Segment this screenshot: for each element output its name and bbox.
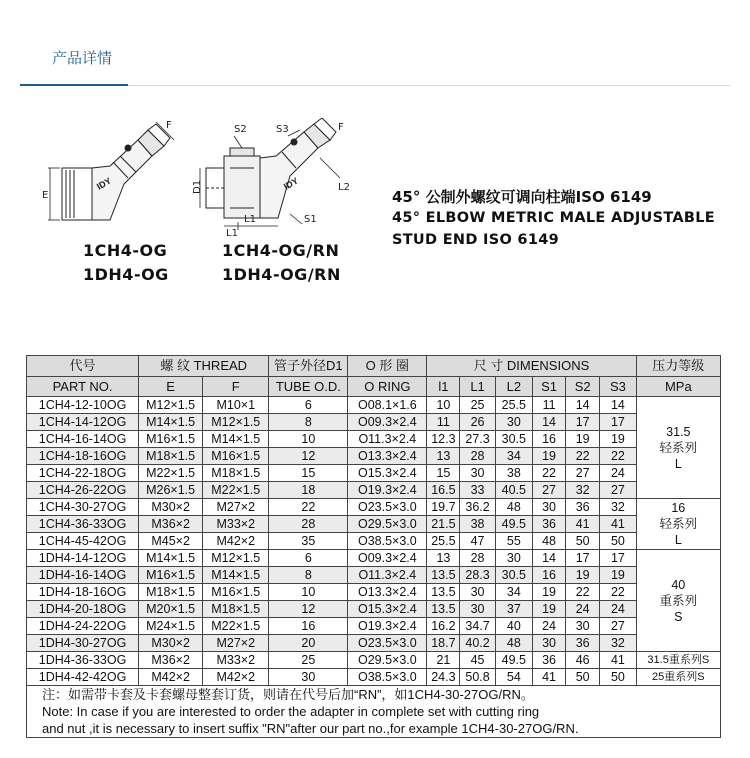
table-cell: 35 xyxy=(269,533,348,550)
part-number-cell: 1DH4-36-33OG xyxy=(27,652,139,669)
product-title-en-line2: STUD END ISO 6149 xyxy=(392,232,559,248)
header-s1: S1 xyxy=(533,377,566,397)
header-pressure-en: MPa xyxy=(636,377,720,397)
table-cell: 33 xyxy=(460,482,495,499)
table-cell: 38 xyxy=(495,465,532,482)
pressure-mpa: 40 xyxy=(671,577,686,592)
table-cell: 22 xyxy=(566,448,600,465)
table-cell: M26×1.5 xyxy=(139,482,203,499)
table-cell: O11.3×2.4 xyxy=(348,431,427,448)
table-cell: M22×1.5 xyxy=(203,482,269,499)
header-pressure-cn: 压力等级 xyxy=(636,356,720,377)
table-row xyxy=(27,397,721,414)
pressure-series: 轻系列 xyxy=(659,517,698,531)
table-cell: 41 xyxy=(566,516,600,533)
table-cell: O09.3×2.4 xyxy=(348,550,427,567)
order-note xyxy=(27,686,721,738)
table-cell: 48 xyxy=(495,499,532,516)
table-cell: 48 xyxy=(495,635,532,652)
table-cell: 50 xyxy=(600,669,636,686)
table-cell: M33×2 xyxy=(203,516,269,533)
product-title-en-line1: 45° ELBOW METRIC MALE ADJUSTABLE xyxy=(392,210,716,226)
table-cell: M16×1.5 xyxy=(203,584,269,601)
table-cell: 45 xyxy=(460,652,495,669)
table-cell: 17 xyxy=(566,550,600,567)
table-cell: 25.5 xyxy=(495,397,532,414)
table-cell: M22×1.5 xyxy=(203,618,269,635)
dim-label-l1-lower: L1 xyxy=(244,214,256,225)
brand-logo: IDY xyxy=(95,175,114,192)
table-cell: M20×1.5 xyxy=(139,601,203,618)
table-cell: 13.5 xyxy=(427,601,460,618)
table-cell: 36 xyxy=(533,652,566,669)
table-cell: 30 xyxy=(533,635,566,652)
table-cell: 30 xyxy=(460,584,495,601)
part-number-cell: 1CH4-14-12OG xyxy=(27,414,139,431)
table-cell: 40.5 xyxy=(495,482,532,499)
part-number-cell: 1DH4-14-12OG xyxy=(27,550,139,567)
table-cell: 27 xyxy=(600,618,636,635)
header-code-cn: 代号 xyxy=(27,356,139,377)
header-ring-cn: O 形 圈 xyxy=(348,356,427,377)
pressure-group-cell xyxy=(636,550,720,652)
table-cell: 30 xyxy=(566,618,600,635)
table-cell: 50.8 xyxy=(460,669,495,686)
table-header-row-1 xyxy=(27,356,721,377)
part-number-cell: 1CH4-30-27OG xyxy=(27,499,139,516)
table-cell: M14×1.5 xyxy=(139,550,203,567)
nut-body xyxy=(224,156,260,218)
table-row xyxy=(27,448,721,465)
table-cell: 28 xyxy=(269,516,348,533)
table-cell: 6 xyxy=(269,397,348,414)
spec-table xyxy=(26,355,721,738)
table-cell: 16 xyxy=(533,431,566,448)
table-cell: 34 xyxy=(495,448,532,465)
table-cell: M16×1.5 xyxy=(139,567,203,584)
table-cell: O19.3×2.4 xyxy=(348,618,427,635)
header-f: F xyxy=(203,377,269,397)
table-cell: 19 xyxy=(600,431,636,448)
table-cell: 17 xyxy=(600,550,636,567)
table-cell: 17 xyxy=(566,414,600,431)
table-cell: 27 xyxy=(533,482,566,499)
table-cell: O11.3×2.4 xyxy=(348,567,427,584)
table-row xyxy=(27,635,721,652)
table-cell: 14 xyxy=(533,414,566,431)
dim-label-s1: S1 xyxy=(304,214,317,225)
table-cell: 24 xyxy=(566,601,600,618)
table-cell: M16×1.5 xyxy=(203,448,269,465)
pressure-group-cell xyxy=(636,397,720,499)
table-cell: 17 xyxy=(600,414,636,431)
table-cell: 13 xyxy=(427,550,460,567)
table-cell: 12.3 xyxy=(427,431,460,448)
table-cell: M30×2 xyxy=(139,635,203,652)
part-label-1ch4-og: 1CH4-OG xyxy=(83,241,168,260)
pressure-mpa: 31.5 xyxy=(666,424,691,439)
table-cell: 40 xyxy=(495,618,532,635)
table-cell: 41 xyxy=(600,652,636,669)
table-cell: 24 xyxy=(533,618,566,635)
table-row xyxy=(27,414,721,431)
table-cell: 20 xyxy=(269,635,348,652)
part-number-cell: 1CH4-45-42OG xyxy=(27,533,139,550)
table-cell: O08.1×1.6 xyxy=(348,397,427,414)
table-cell: 19.7 xyxy=(427,499,460,516)
pressure-code: L xyxy=(674,533,682,547)
pressure-mpa: 16 xyxy=(671,501,686,515)
table-cell: 24 xyxy=(600,465,636,482)
table-cell: 19 xyxy=(566,567,600,584)
fitting-drawing-og xyxy=(40,118,180,238)
table-cell: 36.2 xyxy=(460,499,495,516)
table-cell: M42×2 xyxy=(203,669,269,686)
part-number-cell: 1DH4-30-27OG xyxy=(27,635,139,652)
table-cell: 11 xyxy=(533,397,566,414)
table-cell: 19 xyxy=(533,448,566,465)
header-code-en: PART NO. xyxy=(27,377,139,397)
table-cell: 22 xyxy=(566,584,600,601)
note-line: 注：如需带卡套及卡套螺母整套订货，则请在代号后加“RN”，如1CH4-30-27OG/RN。 xyxy=(42,687,534,702)
table-cell: 30 xyxy=(495,550,532,567)
part-label-1dh4-og-rn: 1DH4-OG/RN xyxy=(222,265,341,284)
table-cell: 16 xyxy=(533,567,566,584)
table-row xyxy=(27,499,721,516)
table-cell: O38.5×3.0 xyxy=(348,533,427,550)
table-cell: 24.3 xyxy=(427,669,460,686)
brand-logo: IDY xyxy=(282,175,301,192)
header-dimensions: 尺 寸 DIMENSIONS xyxy=(427,356,636,377)
table-cell: O19.3×2.4 xyxy=(348,482,427,499)
table-cell: 13.5 xyxy=(427,567,460,584)
table-cell: 30 xyxy=(495,414,532,431)
dim-label-s2: S2 xyxy=(234,124,247,135)
table-cell: M27×2 xyxy=(203,499,269,516)
table-cell: 11 xyxy=(427,414,460,431)
note-line: and nut ,it is necessary to insert suffix "RN"after our part no.,for example 1CH4-30-27OG/RN. xyxy=(42,721,579,736)
table-cell: 12 xyxy=(269,601,348,618)
table-cell: 13 xyxy=(427,448,460,465)
table-cell: 15 xyxy=(269,465,348,482)
table-cell: 30 xyxy=(460,465,495,482)
table-cell: 32 xyxy=(600,635,636,652)
table-cell: 21 xyxy=(427,652,460,669)
table-cell: 26 xyxy=(460,414,495,431)
table-cell: 16.2 xyxy=(427,618,460,635)
table-cell: 30 xyxy=(533,499,566,516)
table-cell: 22 xyxy=(600,584,636,601)
table-row xyxy=(27,516,721,533)
table-cell: 22 xyxy=(269,499,348,516)
pressure-single-cell: 25重系列S xyxy=(636,669,720,686)
table-cell: M42×2 xyxy=(203,533,269,550)
table-cell: O23.5×3.0 xyxy=(348,635,427,652)
table-cell: O13.3×2.4 xyxy=(348,448,427,465)
part-number-cell: 1CH4-26-22OG xyxy=(27,482,139,499)
table-cell: M18×1.5 xyxy=(203,465,269,482)
table-cell: 36 xyxy=(566,635,600,652)
dim-label-d1: D1 xyxy=(192,179,203,194)
table-cell: M10×1 xyxy=(203,397,269,414)
table-cell: 8 xyxy=(269,567,348,584)
header-thread: 螺 纹 THREAD xyxy=(139,356,269,377)
table-cell: 25 xyxy=(269,652,348,669)
table-cell: 50 xyxy=(566,533,600,550)
table-cell: 32 xyxy=(600,499,636,516)
table-cell: 6 xyxy=(269,550,348,567)
table-cell: 10 xyxy=(269,584,348,601)
header-e: E xyxy=(139,377,203,397)
product-title-cn: 45° 公制外螺纹可调向柱端ISO 6149 xyxy=(392,188,652,206)
header-l1-small: l1 xyxy=(427,377,460,397)
table-cell: M18×1.5 xyxy=(203,601,269,618)
table-cell: O23.5×3.0 xyxy=(348,499,427,516)
table-cell: 41 xyxy=(600,516,636,533)
dim-label-l2: L2 xyxy=(338,182,350,193)
table-cell: 10 xyxy=(427,397,460,414)
table-row xyxy=(27,431,721,448)
table-cell: 25.5 xyxy=(427,533,460,550)
part-label-1dh4-og: 1DH4-OG xyxy=(83,265,169,284)
table-cell: O13.3×2.4 xyxy=(348,584,427,601)
table-cell: 16 xyxy=(269,618,348,635)
table-cell: 27.3 xyxy=(460,431,495,448)
table-cell: M22×1.5 xyxy=(139,465,203,482)
dim-label-e: E xyxy=(42,190,49,201)
table-cell: M12×1.5 xyxy=(139,397,203,414)
table-cell: O29.5×3.0 xyxy=(348,652,427,669)
table-cell: M36×2 xyxy=(139,516,203,533)
header-ring-en: O RING xyxy=(348,377,427,397)
table-cell: 24 xyxy=(600,601,636,618)
note-line: Note: In case if you are interested to order the adapter in complete set with cutting ring xyxy=(42,704,540,719)
table-row xyxy=(27,601,721,618)
table-cell: M30×2 xyxy=(139,499,203,516)
table-cell: 19 xyxy=(566,431,600,448)
part-number-cell: 1CH4-22-18OG xyxy=(27,465,139,482)
table-cell: 38 xyxy=(460,516,495,533)
dim-label-f: F xyxy=(166,120,172,131)
table-cell: 55 xyxy=(495,533,532,550)
table-cell: 10 xyxy=(269,431,348,448)
pressure-single-cell: 31.5重系列S xyxy=(636,652,720,669)
table-cell: 28.3 xyxy=(460,567,495,584)
pressure-series: 轻系列 xyxy=(659,440,698,455)
header-l2: L2 xyxy=(495,377,532,397)
part-number-cell: 1DH4-16-14OG xyxy=(27,567,139,584)
part-number-cell: 1CH4-12-10OG xyxy=(27,397,139,414)
header-s2: S2 xyxy=(566,377,600,397)
dim-label-f: F xyxy=(338,122,344,133)
pressure-group-cell xyxy=(636,499,720,550)
table-cell: 22 xyxy=(600,448,636,465)
table-cell: 34 xyxy=(495,584,532,601)
table-cell: 50 xyxy=(600,533,636,550)
header-s3: S3 xyxy=(600,377,636,397)
dim-label-l1: L1 xyxy=(226,228,238,238)
table-cell: 30 xyxy=(269,669,348,686)
table-cell: 14 xyxy=(533,550,566,567)
table-cell: 18 xyxy=(269,482,348,499)
table-cell: 49.5 xyxy=(495,516,532,533)
table-cell: 40.2 xyxy=(460,635,495,652)
table-cell: M12×1.5 xyxy=(203,550,269,567)
table-cell: 25 xyxy=(460,397,495,414)
pressure-series: 重系列 xyxy=(659,593,698,608)
header-l1: L1 xyxy=(460,377,495,397)
table-cell: 30 xyxy=(460,601,495,618)
table-cell: O29.5×3.0 xyxy=(348,516,427,533)
table-cell: 36 xyxy=(566,499,600,516)
table-cell: 46 xyxy=(566,652,600,669)
table-cell: 27 xyxy=(566,465,600,482)
part-number-cell: 1CH4-16-14OG xyxy=(27,431,139,448)
part-number-cell: 1CH4-18-16OG xyxy=(27,448,139,465)
part-number-cell: 1DH4-24-22OG xyxy=(27,618,139,635)
table-cell: 41 xyxy=(533,669,566,686)
section-accent-bar xyxy=(20,84,128,86)
table-cell: O38.5×3.0 xyxy=(348,669,427,686)
table-header-row-2 xyxy=(27,377,721,397)
table-cell: M12×1.5 xyxy=(203,414,269,431)
table-cell: O09.3×2.4 xyxy=(348,414,427,431)
table-cell: O15.3×2.4 xyxy=(348,601,427,618)
part-label-1ch4-og-rn: 1CH4-OG/RN xyxy=(222,241,340,260)
table-cell: M45×2 xyxy=(139,533,203,550)
section-title: 产品详情 xyxy=(52,49,113,67)
table-row xyxy=(27,533,721,550)
table-cell: 12 xyxy=(269,448,348,465)
table-row xyxy=(27,567,721,584)
pressure-code: S xyxy=(674,609,683,624)
table-row xyxy=(27,652,721,669)
part-number-cell: 1CH4-36-33OG xyxy=(27,516,139,533)
table-cell: 19 xyxy=(533,601,566,618)
table-cell: 19 xyxy=(533,584,566,601)
table-cell: 13.5 xyxy=(427,584,460,601)
table-cell: M36×2 xyxy=(139,652,203,669)
table-cell: 27 xyxy=(600,482,636,499)
table-cell: 14 xyxy=(600,397,636,414)
table-cell: 22 xyxy=(533,465,566,482)
part-number-cell: 1DH4-42-42OG xyxy=(27,669,139,686)
table-cell: 36 xyxy=(533,516,566,533)
table-cell: M24×1.5 xyxy=(139,618,203,635)
table-cell: 18.7 xyxy=(427,635,460,652)
table-cell: 28 xyxy=(460,448,495,465)
table-cell: M14×1.5 xyxy=(203,431,269,448)
header-tube-cn: 管子外径D1 xyxy=(269,356,348,377)
table-cell: M18×1.5 xyxy=(139,448,203,465)
table-cell: 37 xyxy=(495,601,532,618)
header-tube-en: TUBE O.D. xyxy=(269,377,348,397)
table-cell: M14×1.5 xyxy=(139,414,203,431)
table-cell: 28 xyxy=(460,550,495,567)
table-cell: 30.5 xyxy=(495,567,532,584)
part-number-cell: 1DH4-18-16OG xyxy=(27,584,139,601)
table-cell: 15 xyxy=(427,465,460,482)
table-row xyxy=(27,482,721,499)
table-row xyxy=(27,584,721,601)
table-cell: 19 xyxy=(600,567,636,584)
table-cell: 8 xyxy=(269,414,348,431)
table-cell: 50 xyxy=(566,669,600,686)
pressure-code: L xyxy=(674,456,682,471)
table-cell: 14 xyxy=(566,397,600,414)
table-cell: M27×2 xyxy=(203,635,269,652)
table-cell: M33×2 xyxy=(203,652,269,669)
table-row xyxy=(27,618,721,635)
table-cell: 47 xyxy=(460,533,495,550)
table-row xyxy=(27,465,721,482)
table-cell: 48 xyxy=(533,533,566,550)
table-cell: 30.5 xyxy=(495,431,532,448)
fitting-drawing-og-rn xyxy=(190,118,360,238)
dim-label-s3: S3 xyxy=(276,124,289,135)
table-row xyxy=(27,550,721,567)
table-cell: 32 xyxy=(566,482,600,499)
table-cell: M16×1.5 xyxy=(139,431,203,448)
note-row xyxy=(27,686,721,738)
table-cell: M18×1.5 xyxy=(139,584,203,601)
table-cell: M42×2 xyxy=(139,669,203,686)
table-cell: 21.5 xyxy=(427,516,460,533)
table-cell: M14×1.5 xyxy=(203,567,269,584)
table-cell: 34.7 xyxy=(460,618,495,635)
table-cell: 54 xyxy=(495,669,532,686)
table-cell: O15.3×2.4 xyxy=(348,465,427,482)
part-number-cell: 1DH4-20-18OG xyxy=(27,601,139,618)
table-cell: 16.5 xyxy=(427,482,460,499)
table-cell: 49.5 xyxy=(495,652,532,669)
table-row xyxy=(27,669,721,686)
